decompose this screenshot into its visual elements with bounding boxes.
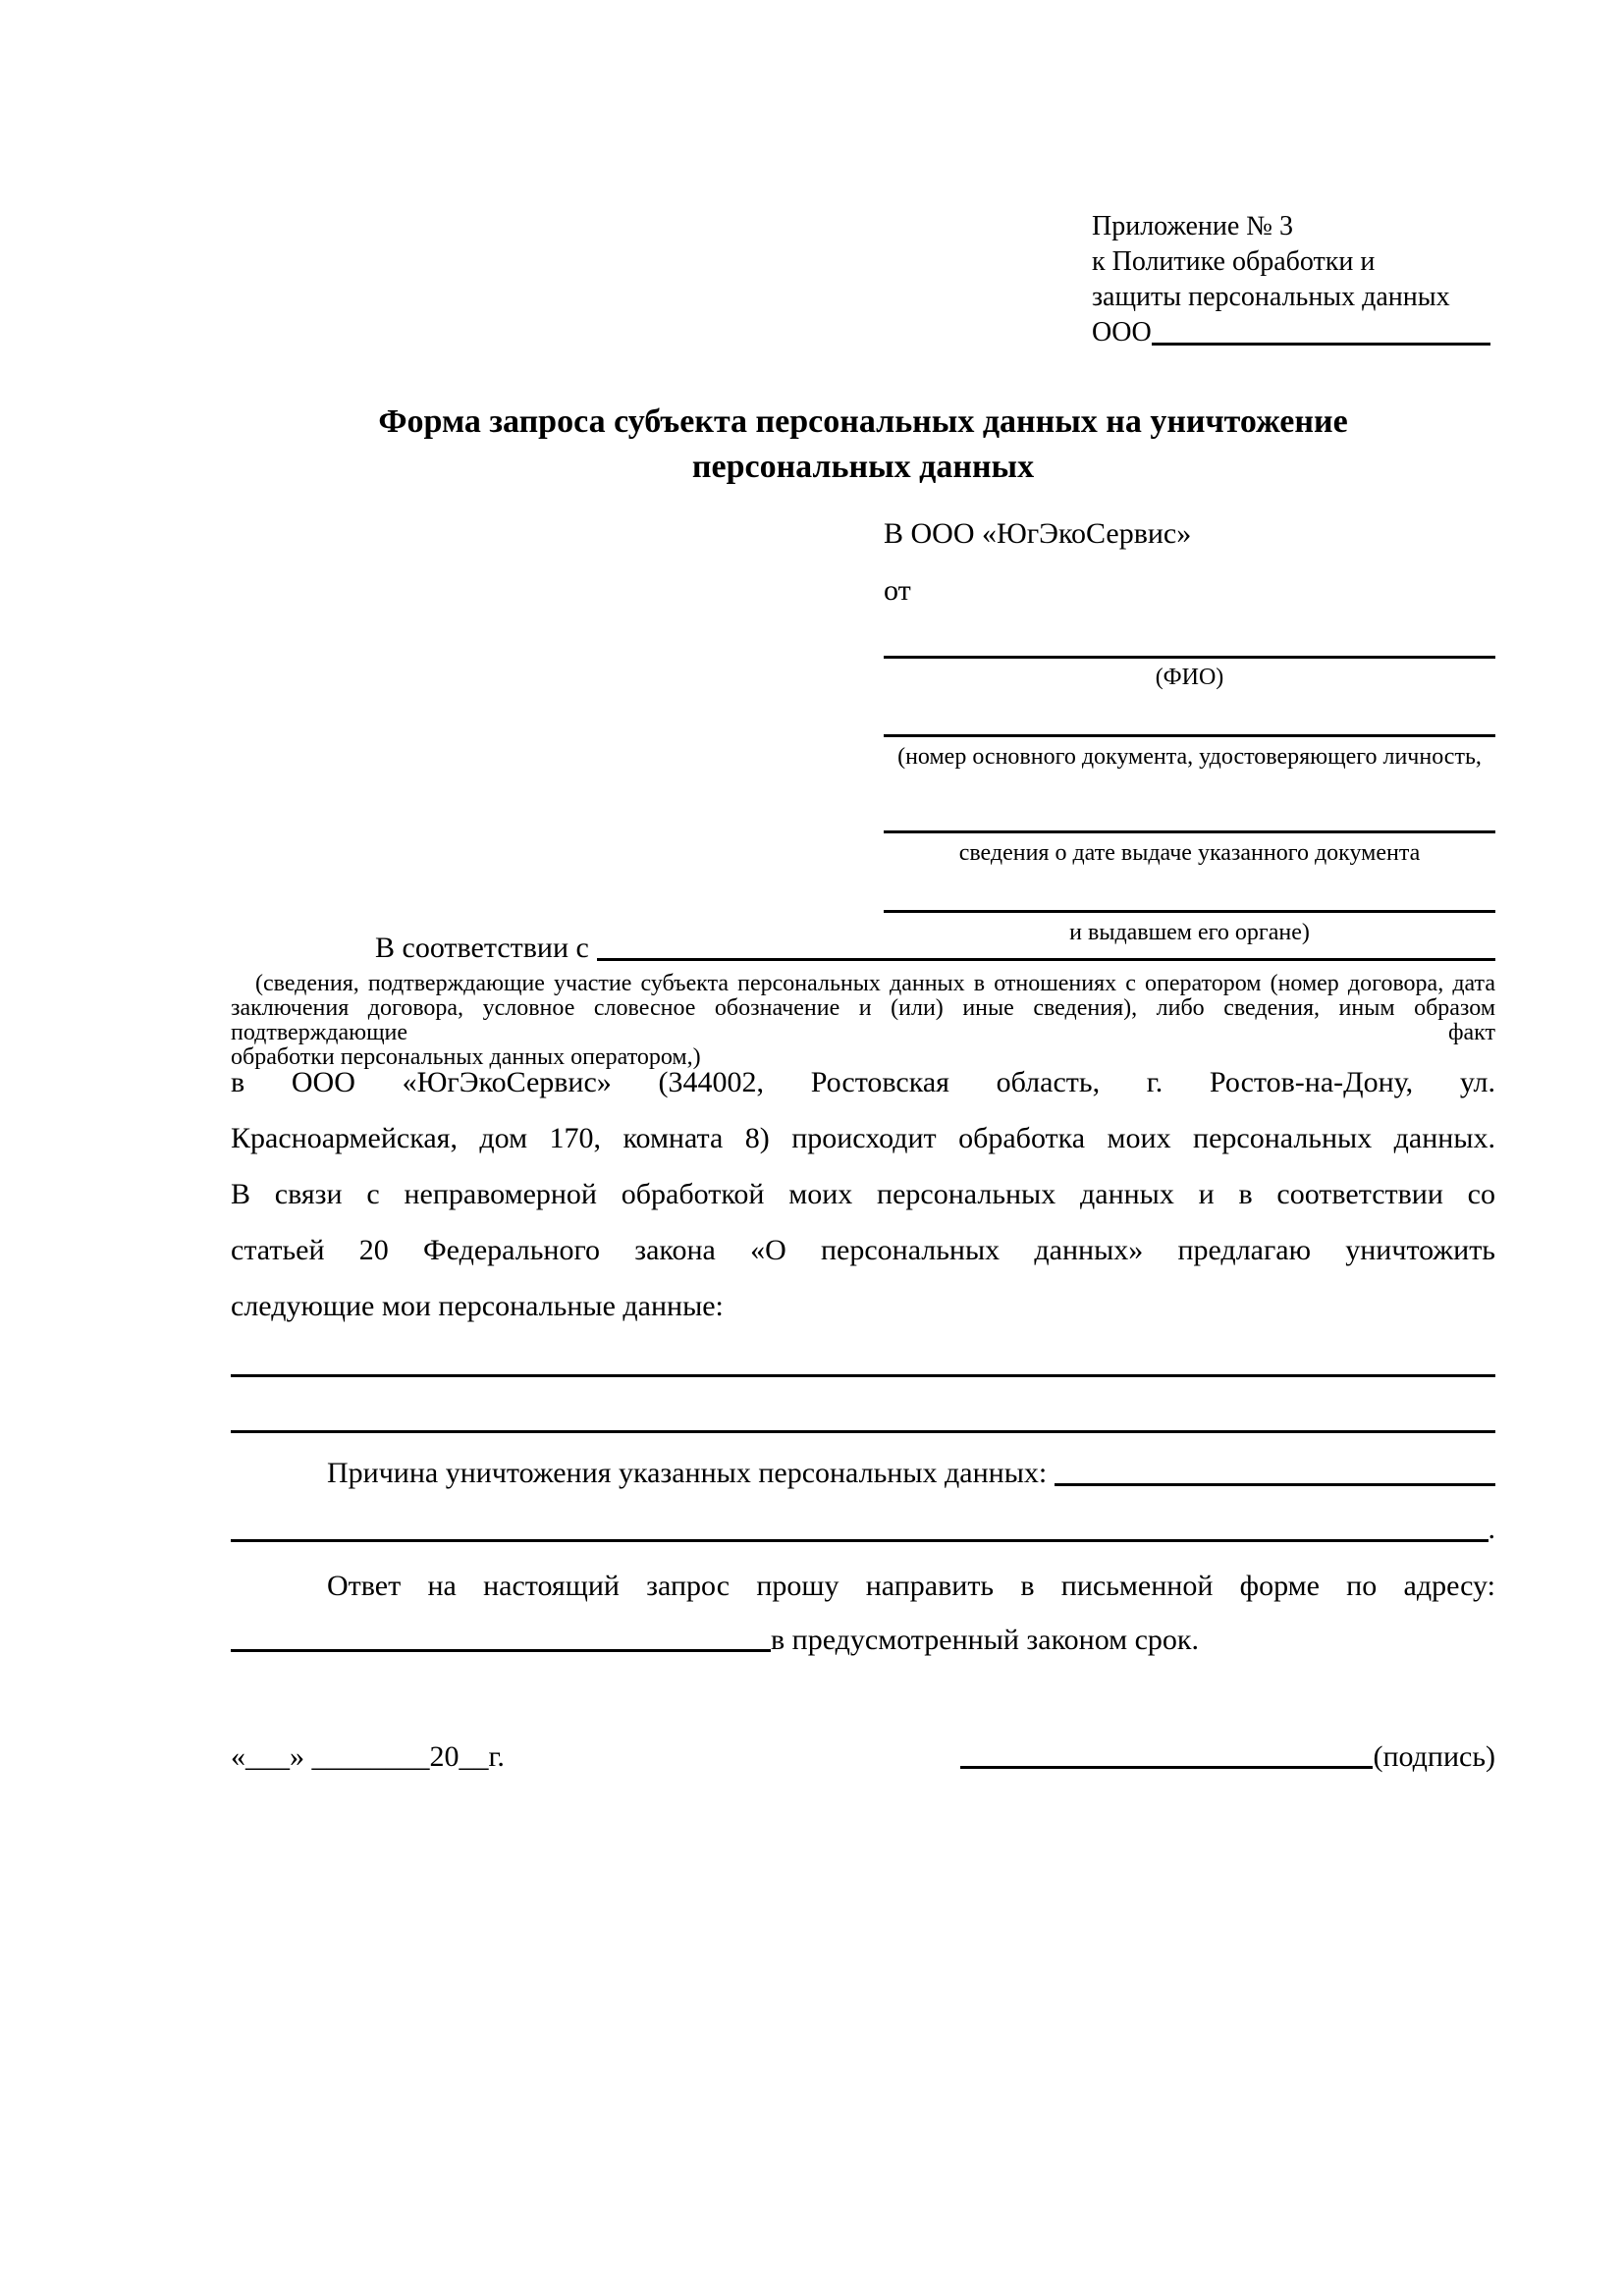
body-paragraph — [231, 1054, 1495, 1334]
answer-address-row — [231, 1623, 1495, 1658]
answer-suffix: в предусмотренный законом срок. — [771, 1624, 1199, 1656]
accordance-row — [231, 931, 1495, 966]
accordance-label: В соответствии с — [375, 932, 589, 964]
note-line-3: обработки персональных данных оператором,) — [231, 1044, 701, 1070]
reason-continuation-row — [231, 1512, 1495, 1547]
address-blank-line — [231, 1649, 771, 1652]
appendix-line-1: Приложение № 3 — [1092, 211, 1293, 241]
addressee-from-label: от — [884, 574, 911, 607]
company-name-blank-line — [1152, 343, 1490, 346]
body-line-3: В связи с неправомерной обработкой моих персональных данных и в соответствии со — [231, 1178, 1495, 1210]
date-blank: «___» ________20__г. — [231, 1740, 505, 1773]
data-blank-line-1 — [231, 1374, 1495, 1377]
document-number-blank-line — [884, 734, 1495, 737]
note-line-2: заключения договора, условное словесное обозначение и (или) иные сведения), либо сведения, иным образом подтверждающие факт — [231, 995, 1495, 1045]
page-title-line-2: персональных данных — [691, 449, 1035, 485]
body-line-5: следующие мои персональные данные: — [231, 1290, 724, 1322]
issuing-authority-blank-line — [884, 910, 1495, 913]
reason-continuation-blank-line — [231, 1539, 1489, 1542]
addressee-organization: В ООО «ЮгЭкоСервис» — [884, 517, 1192, 550]
issue-date-caption: сведения о дате выдаче указанного документа — [958, 840, 1421, 866]
signature-area — [960, 1739, 1495, 1775]
body-line-2: Красноармейская, дом 170, комната 8) происходит обработка моих персональных данных. — [231, 1122, 1495, 1154]
page-title-line-1: Форма запроса субъекта персональных данных на уничтожение — [378, 403, 1348, 440]
appendix-line-3: защиты персональных данных — [1092, 282, 1450, 312]
appendix-header — [1092, 209, 1490, 350]
body-line-4: статьей 20 Федерального закона «О персональных данных» предлагаю уничтожить — [231, 1234, 1495, 1266]
document-number-caption: (номер основного документа, удостоверяющего личность, — [897, 744, 1482, 770]
reason-row — [231, 1456, 1495, 1491]
reason-period: . — [1488, 1513, 1495, 1545]
page-title — [231, 400, 1495, 490]
issue-date-blank-line — [884, 830, 1495, 833]
fio-blank-line — [884, 656, 1495, 659]
appendix-line-2: к Политике обработки и — [1092, 246, 1376, 277]
reason-label: Причина уничтожения указанных персональных данных: — [327, 1457, 1048, 1489]
accordance-blank-line — [597, 958, 1495, 961]
fio-caption: (ФИО) — [1155, 665, 1224, 690]
date-signature-row — [231, 1739, 1495, 1775]
body-line-1: в ООО «ЮгЭкоСервис» (344002, Ростовская область, г. Ростов-на-Дону, ул. — [231, 1066, 1495, 1098]
signature-blank-line — [960, 1766, 1373, 1769]
signature-caption: (подпись) — [1373, 1740, 1495, 1773]
answer-request-line: Ответ на настоящий запрос прошу направить в письменной форме по адресу: — [327, 1570, 1495, 1602]
ooo-label: ООО — [1092, 317, 1152, 347]
issuing-authority-caption: и выдавшем его органе) — [1069, 920, 1310, 945]
addressee-block — [884, 517, 1495, 959]
note-line-1: (сведения, подтверждающие участие субъекта персональных данных в отношениях с оператором (номер договора, дата — [255, 971, 1495, 996]
data-blank-line-2 — [231, 1430, 1495, 1433]
company-name-row — [1092, 315, 1490, 350]
reason-blank-line — [1055, 1483, 1495, 1486]
